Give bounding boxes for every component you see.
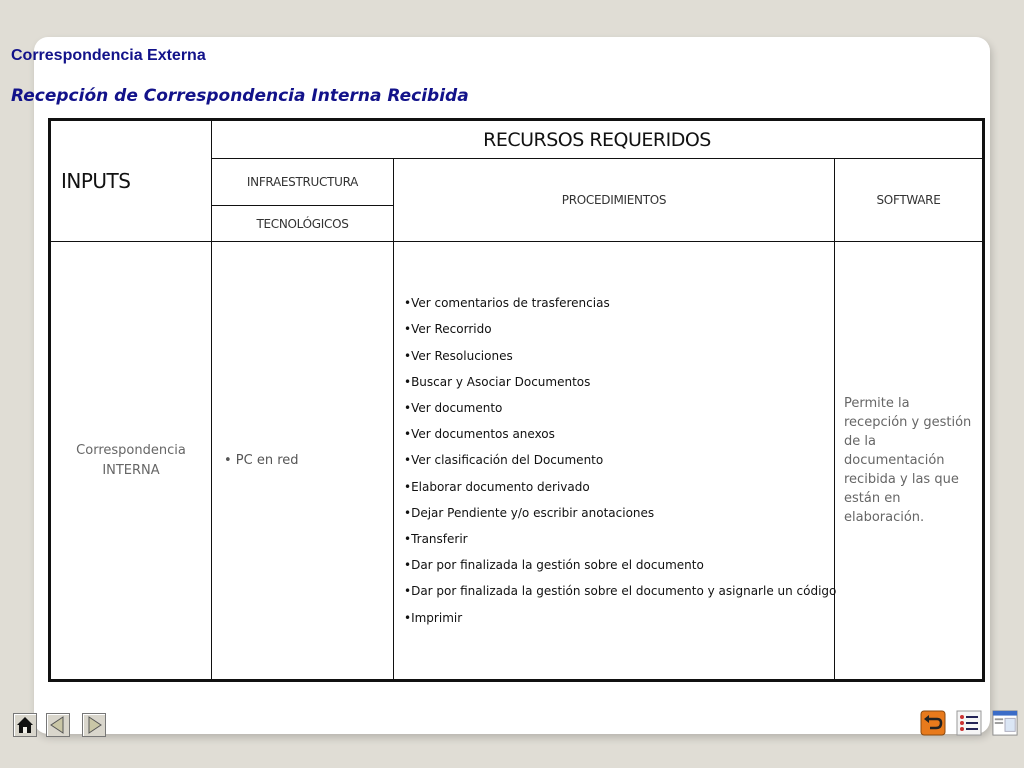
input-line-1: Correspondencia (76, 442, 186, 458)
recursos-header: RECURSOS REQUERIDOS (212, 120, 984, 159)
procedure-item: •Transferir (404, 531, 468, 546)
procedure-item: •Ver clasificación del Documento (404, 453, 604, 468)
procedures-cell (394, 242, 835, 681)
procedure-item: •Elaborar documento derivado (404, 479, 590, 494)
procedure-item: •Ver documento (404, 401, 503, 416)
inputs-header: INPUTS (50, 120, 212, 242)
infra-header: INFRAESTRUCTURA (212, 159, 394, 206)
home-icon (15, 715, 35, 735)
tecnologicos-header: TECNOLÓGICOS (212, 206, 394, 242)
home-button[interactable] (13, 713, 37, 737)
page-subtitle: Recepción de Correspondencia Interna Recibida (11, 86, 469, 106)
software-cell: Permite la recepción y gestión de la documentación recibida y las que están en elaboración. (835, 242, 984, 681)
procedimientos-header: PROCEDIMIENTOS (394, 159, 835, 242)
window-icon (992, 709, 1018, 737)
resources-table (48, 118, 985, 682)
procedure-item: •Dar por finalizada la gestión sobre el documento (404, 558, 704, 573)
procedure-item: •Ver Resoluciones (404, 348, 513, 363)
procedure-item: •Buscar y Asociar Documentos (404, 374, 591, 389)
procedure-item: •Ver comentarios de trasferencias (404, 296, 610, 311)
index-button[interactable] (956, 710, 982, 736)
procedures-list (404, 290, 837, 630)
window-button[interactable] (992, 710, 1018, 736)
forward-arrow-icon (84, 715, 104, 735)
procedure-item: •Ver Recorrido (404, 322, 492, 337)
return-icon (920, 710, 946, 736)
next-slide-button[interactable] (82, 713, 106, 737)
infra-cell: • PC en red (212, 242, 394, 681)
list-icon (956, 710, 982, 736)
page-title: Correspondencia Externa (11, 47, 206, 64)
return-button[interactable] (920, 710, 946, 736)
procedure-item: •Ver documentos anexos (404, 427, 555, 442)
input-line-2: INTERNA (102, 462, 160, 478)
procedure-item: •Dejar Pendiente y/o escribir anotaciones (404, 505, 655, 520)
procedure-item: •Imprimir (404, 610, 463, 625)
previous-slide-button[interactable] (46, 713, 70, 737)
procedure-item: •Dar por finalizada la gestión sobre el documento y asignarle un código (404, 584, 837, 599)
back-arrow-icon (48, 715, 68, 735)
software-header: SOFTWARE (835, 159, 984, 242)
input-cell (50, 242, 212, 681)
